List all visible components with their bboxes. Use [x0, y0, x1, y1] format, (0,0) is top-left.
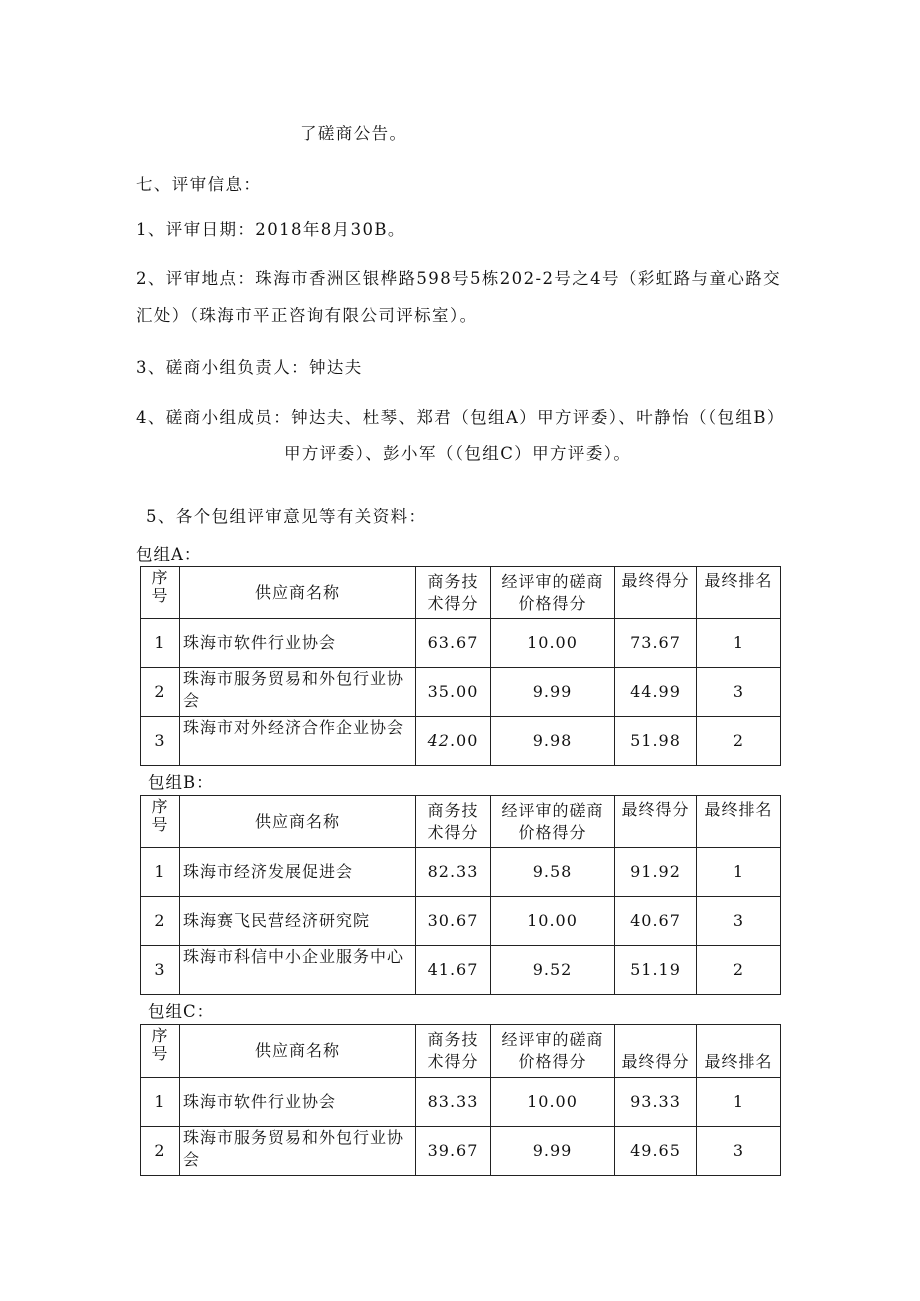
header-name: 供应商名称 — [180, 796, 416, 848]
header-price: 经评审的磋商 价格得分 — [491, 567, 615, 619]
cell-name: 珠海市科信中小企业服务中心 — [180, 946, 416, 995]
cell-tech: 83.33 — [416, 1078, 491, 1127]
cell-rank: 2 — [697, 946, 781, 995]
cell-final: 91.92 — [615, 848, 697, 897]
cell-name: 珠海市经济发展促进会 — [180, 848, 416, 897]
header-name: 供应商名称 — [180, 1025, 416, 1078]
header-price: 经评审的磋商 价格得分 — [491, 1025, 615, 1078]
header-rank: 最终排名 — [697, 567, 781, 619]
review-place-line2: 汇处）（珠海市平正咨询有限公司评标室）。 — [136, 306, 478, 325]
cell-price: 10.00 — [491, 619, 615, 668]
cell-seq: 1 — [141, 848, 180, 897]
cell-final: 51.19 — [615, 946, 697, 995]
cell-seq: 2 — [141, 1127, 180, 1176]
cell-seq: 2 — [141, 897, 180, 946]
cell-price: 10.00 — [491, 1078, 615, 1127]
header-tech: 商务技 术得分 — [416, 796, 491, 848]
group-c-label: 包组C： — [148, 1002, 215, 1021]
header-seq: 序 号 — [141, 796, 180, 848]
cell-tech: 35.00 — [416, 668, 491, 717]
group-b-table — [140, 795, 781, 995]
cell-final: 73.67 — [615, 619, 697, 668]
header-price: 经评审的磋商 价格得分 — [491, 796, 615, 848]
members-line1: 4、磋商小组成员：钟达夫、杜琴、郑君（包组A）甲方评委）、叶静怡（（包组B） — [136, 408, 785, 427]
header-seq: 序 号 — [141, 567, 180, 619]
table-row — [141, 668, 781, 717]
table-row — [141, 848, 781, 897]
materials-heading: 5、各个包组评审意见等有关资料： — [146, 507, 427, 526]
table-row — [141, 619, 781, 668]
cell-tech: 39.67 — [416, 1127, 491, 1176]
header-seq: 序 号 — [141, 1025, 180, 1078]
cell-name: 珠海市服务贸易和外包行业协会 — [180, 1127, 416, 1176]
cell-rank: 1 — [697, 1078, 781, 1127]
review-date: 1、评审日期：2018年8月30B。 — [136, 220, 406, 239]
cell-rank: 2 — [697, 717, 781, 766]
cell-name: 珠海市服务贸易和外包行业协会 — [180, 668, 416, 717]
table-row — [141, 1127, 781, 1176]
header-final: 最终得分 — [615, 1025, 697, 1078]
cell-seq: 3 — [141, 717, 180, 766]
cell-final: 93.33 — [615, 1078, 697, 1127]
header-tech: 商务技 术得分 — [416, 1025, 491, 1078]
cell-tech: 82.33 — [416, 848, 491, 897]
cell-rank: 1 — [697, 848, 781, 897]
header-final: 最终得分 — [615, 796, 697, 848]
group-a-label: 包组A： — [136, 545, 202, 564]
group-b-label: 包组B： — [148, 773, 214, 792]
cell-rank: 1 — [697, 619, 781, 668]
cell-name: 珠海市对外经济合作企业协会 — [180, 717, 416, 766]
group-a-table — [140, 566, 781, 766]
cell-price: 10.00 — [491, 897, 615, 946]
cell-tech: 42.00 — [416, 717, 491, 766]
header-rank: 最终排名 — [697, 796, 781, 848]
cell-tech: 63.67 — [416, 619, 491, 668]
table-row — [141, 897, 781, 946]
cell-seq: 1 — [141, 619, 180, 668]
notice-tail: 了磋商公告。 — [300, 124, 408, 143]
cell-final: 40.67 — [615, 897, 697, 946]
cell-final: 44.99 — [615, 668, 697, 717]
cell-final: 49.65 — [615, 1127, 697, 1176]
cell-name: 珠海市软件行业协会 — [180, 1078, 416, 1127]
cell-price: 9.99 — [491, 668, 615, 717]
cell-name: 珠海赛飞民营经济研究院 — [180, 897, 416, 946]
cell-tech: 41.67 — [416, 946, 491, 995]
cell-seq: 3 — [141, 946, 180, 995]
cell-rank: 3 — [697, 1127, 781, 1176]
cell-rank: 3 — [697, 897, 781, 946]
table-header-row — [141, 567, 781, 619]
cell-price: 9.99 — [491, 1127, 615, 1176]
cell-rank: 3 — [697, 668, 781, 717]
cell-price: 9.52 — [491, 946, 615, 995]
group-c-table — [140, 1024, 781, 1176]
cell-price: 9.98 — [491, 717, 615, 766]
header-rank: 最终排名 — [697, 1025, 781, 1078]
cell-name: 珠海市软件行业协会 — [180, 619, 416, 668]
table-row — [141, 1078, 781, 1127]
review-place-line1: 2、评审地点：珠海市香洲区银桦路598号5栋202-2号之4号（彩虹路与童心路交 — [136, 269, 782, 288]
cell-seq: 2 — [141, 668, 180, 717]
table-header-row — [141, 796, 781, 848]
table-row — [141, 717, 781, 766]
header-final: 最终得分 — [615, 567, 697, 619]
cell-final: 51.98 — [615, 717, 697, 766]
negotiation-leader: 3、磋商小组负责人：钟达夫 — [136, 358, 363, 377]
cell-tech: 30.67 — [416, 897, 491, 946]
cell-seq: 1 — [141, 1078, 180, 1127]
table-header-row — [141, 1025, 781, 1078]
section-title: 七、评审信息： — [136, 175, 262, 194]
members-line2: 甲方评委）、彭小军（（包组C）甲方评委）。 — [284, 444, 632, 463]
header-tech: 商务技 术得分 — [416, 567, 491, 619]
cell-price: 9.58 — [491, 848, 615, 897]
table-row — [141, 946, 781, 995]
header-name: 供应商名称 — [180, 567, 416, 619]
